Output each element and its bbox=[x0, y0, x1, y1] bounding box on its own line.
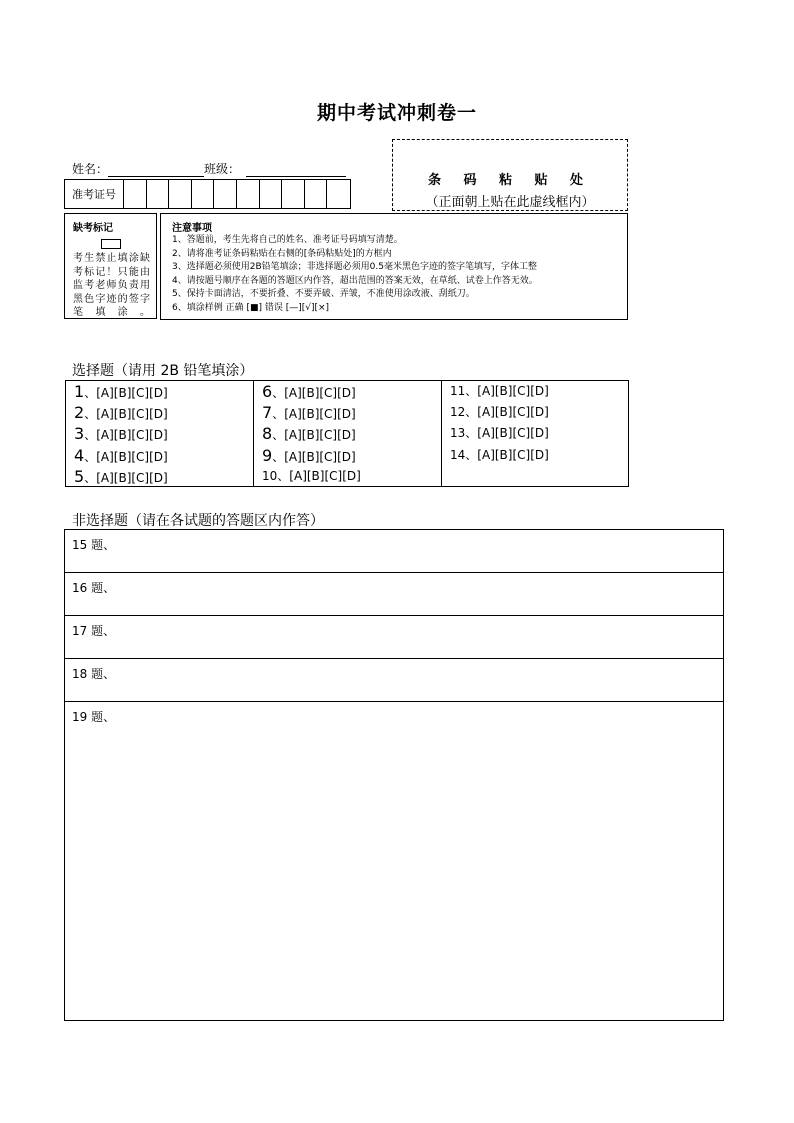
choice-column bbox=[254, 381, 442, 486]
choice-question[interactable] bbox=[442, 402, 628, 423]
answer-box-15[interactable] bbox=[65, 530, 723, 573]
choice-column bbox=[66, 381, 254, 486]
answer-options[interactable]: [A][B][C][D] bbox=[284, 428, 356, 443]
question-label: 18 题、 bbox=[72, 667, 116, 681]
answer-options[interactable]: [A][B][C][D] bbox=[477, 405, 549, 420]
answer-box-18[interactable] bbox=[65, 659, 723, 702]
separator: 、 bbox=[84, 449, 97, 464]
missing-mark-checkbox[interactable] bbox=[101, 239, 121, 249]
answer-area bbox=[64, 529, 724, 1021]
choice-question[interactable] bbox=[442, 381, 628, 402]
question-number: 7 bbox=[262, 403, 273, 423]
answer-options[interactable]: [A][B][C][D] bbox=[289, 468, 361, 483]
question-number: 12 bbox=[450, 405, 466, 420]
choice-section-heading: 选择题（请用 2B 铅笔填涂） bbox=[72, 363, 254, 379]
exam-id-digit-cell[interactable] bbox=[169, 180, 192, 208]
choice-question[interactable] bbox=[254, 466, 441, 487]
name-label: 姓名： bbox=[72, 162, 109, 176]
separator: 、 bbox=[272, 449, 285, 464]
choice-question[interactable] bbox=[442, 445, 628, 466]
notes-line: 2、请将准考证条码粘贴在右侧的[条码粘贴处]的方框内 bbox=[172, 248, 392, 259]
notes-line: 5、保持卡面清洁，不要折叠、不要弄破、弄皱，不准使用涂改液、刮纸刀。 bbox=[172, 289, 475, 299]
answer-options[interactable]: [A][B][C][D] bbox=[96, 407, 168, 422]
choice-question[interactable] bbox=[254, 402, 441, 423]
name-class-row bbox=[72, 160, 346, 177]
barcode-title: 条 码 粘 贴 处 bbox=[427, 173, 593, 188]
question-number: 1 bbox=[74, 382, 85, 401]
question-label: 19 题、 bbox=[72, 710, 116, 724]
exam-id-table bbox=[64, 179, 351, 209]
answer-section-heading: 非选择题（请在各试题的答题区内作答） bbox=[72, 513, 324, 529]
question-label: 17 题、 bbox=[72, 624, 116, 638]
answer-options[interactable]: [A][B][C][D] bbox=[284, 407, 356, 422]
question-number: 5 bbox=[74, 466, 85, 486]
separator: 、 bbox=[272, 386, 285, 400]
question-number: 6 bbox=[262, 382, 273, 401]
separator: 、 bbox=[84, 470, 97, 485]
notes-line: 3、选择题必须使用2B铅笔填涂；非选择题必须用0.5毫米黑色字迹的签字笔填写，字体工整 bbox=[172, 262, 537, 272]
exam-id-digit-cell[interactable] bbox=[237, 180, 260, 208]
choice-question[interactable] bbox=[442, 423, 628, 444]
notes-box bbox=[160, 213, 628, 320]
answer-options[interactable]: [A][B][C][D] bbox=[477, 384, 549, 398]
notes-line: 4、请按题号顺序在各题的答题区内作答，超出范围的答案无效，在草纸、试卷上作答无效。 bbox=[172, 275, 538, 286]
separator: 、 bbox=[277, 468, 290, 483]
choice-question[interactable] bbox=[254, 445, 441, 466]
question-number: 3 bbox=[74, 424, 85, 444]
choice-question[interactable] bbox=[66, 423, 253, 444]
exam-id-digit-cell[interactable] bbox=[282, 180, 305, 208]
question-label: 16 题、 bbox=[72, 581, 116, 595]
missing-mark-title: 缺考标记 bbox=[73, 223, 113, 234]
question-label: 15 题、 bbox=[72, 538, 116, 552]
choice-question[interactable] bbox=[66, 402, 253, 423]
answer-options[interactable]: [A][B][C][D] bbox=[477, 426, 549, 441]
choice-column bbox=[442, 381, 628, 486]
exam-id-digit-cell[interactable] bbox=[305, 180, 328, 208]
answer-options[interactable]: [A][B][C][D] bbox=[284, 386, 356, 400]
exam-id-digit-cell[interactable] bbox=[192, 180, 215, 208]
separator: 、 bbox=[84, 386, 97, 400]
class-label: 班级： bbox=[204, 162, 241, 176]
exam-id-digit-cell[interactable] bbox=[327, 180, 350, 208]
answer-box-19[interactable] bbox=[65, 702, 723, 1020]
separator: 、 bbox=[272, 428, 285, 443]
separator: 、 bbox=[465, 384, 478, 398]
barcode-area bbox=[392, 139, 628, 211]
question-number: 14 bbox=[450, 447, 466, 462]
answer-options[interactable]: [A][B][C][D] bbox=[96, 386, 168, 400]
page-title: 期中考试冲刺卷一 bbox=[316, 102, 477, 124]
separator: 、 bbox=[465, 426, 478, 441]
choice-question[interactable] bbox=[254, 381, 441, 402]
question-number: 8 bbox=[262, 424, 273, 444]
separator: 、 bbox=[465, 405, 478, 420]
notes-title: 注意事项 bbox=[172, 223, 212, 234]
name-field[interactable] bbox=[108, 162, 204, 177]
exam-id-digit-cell[interactable] bbox=[124, 180, 147, 208]
exam-id-digit-cell[interactable] bbox=[260, 180, 283, 208]
answer-box-16[interactable] bbox=[65, 573, 723, 616]
question-number: 4 bbox=[74, 445, 85, 465]
question-number: 10 bbox=[262, 468, 278, 483]
answer-options[interactable]: [A][B][C][D] bbox=[284, 449, 356, 464]
answer-box-17[interactable] bbox=[65, 616, 723, 659]
choice-grid bbox=[65, 380, 629, 487]
answer-options[interactable]: [A][B][C][D] bbox=[96, 428, 168, 443]
separator: 、 bbox=[84, 407, 97, 422]
separator: 、 bbox=[465, 447, 478, 462]
question-number: 2 bbox=[74, 403, 85, 423]
separator: 、 bbox=[272, 407, 285, 422]
choice-question[interactable] bbox=[66, 381, 253, 402]
answer-options[interactable]: [A][B][C][D] bbox=[477, 447, 549, 462]
exam-id-label: 准考证号 bbox=[65, 180, 124, 208]
separator: 、 bbox=[84, 428, 97, 443]
question-number: 11 bbox=[450, 384, 466, 398]
notes-line: 1、答题前，考生先将自己的姓名、准考证号码填写清楚。 bbox=[172, 235, 403, 245]
class-field[interactable] bbox=[246, 162, 346, 177]
missing-mark-box bbox=[64, 213, 157, 319]
exam-id-digit-cell[interactable] bbox=[147, 180, 170, 208]
question-number: 13 bbox=[450, 426, 466, 441]
choice-question[interactable] bbox=[66, 445, 253, 466]
answer-options[interactable]: [A][B][C][D] bbox=[96, 449, 168, 464]
barcode-subtitle: （正面朝上贴在此虚线框内） bbox=[425, 195, 595, 210]
choice-question[interactable] bbox=[66, 466, 253, 487]
missing-mark-text: 考生禁止填涂缺考标记！只能由监考老师负责用黑色字迹的签字笔填涂。 bbox=[73, 253, 150, 318]
answer-options[interactable]: [A][B][C][D] bbox=[96, 470, 168, 485]
notes-line: 6、填涂样例 正确 [■] 错误 [—][√][×] bbox=[172, 302, 330, 313]
choice-question[interactable] bbox=[254, 423, 441, 444]
exam-id-digit-cell[interactable] bbox=[214, 180, 237, 208]
question-number: 9 bbox=[262, 445, 273, 465]
